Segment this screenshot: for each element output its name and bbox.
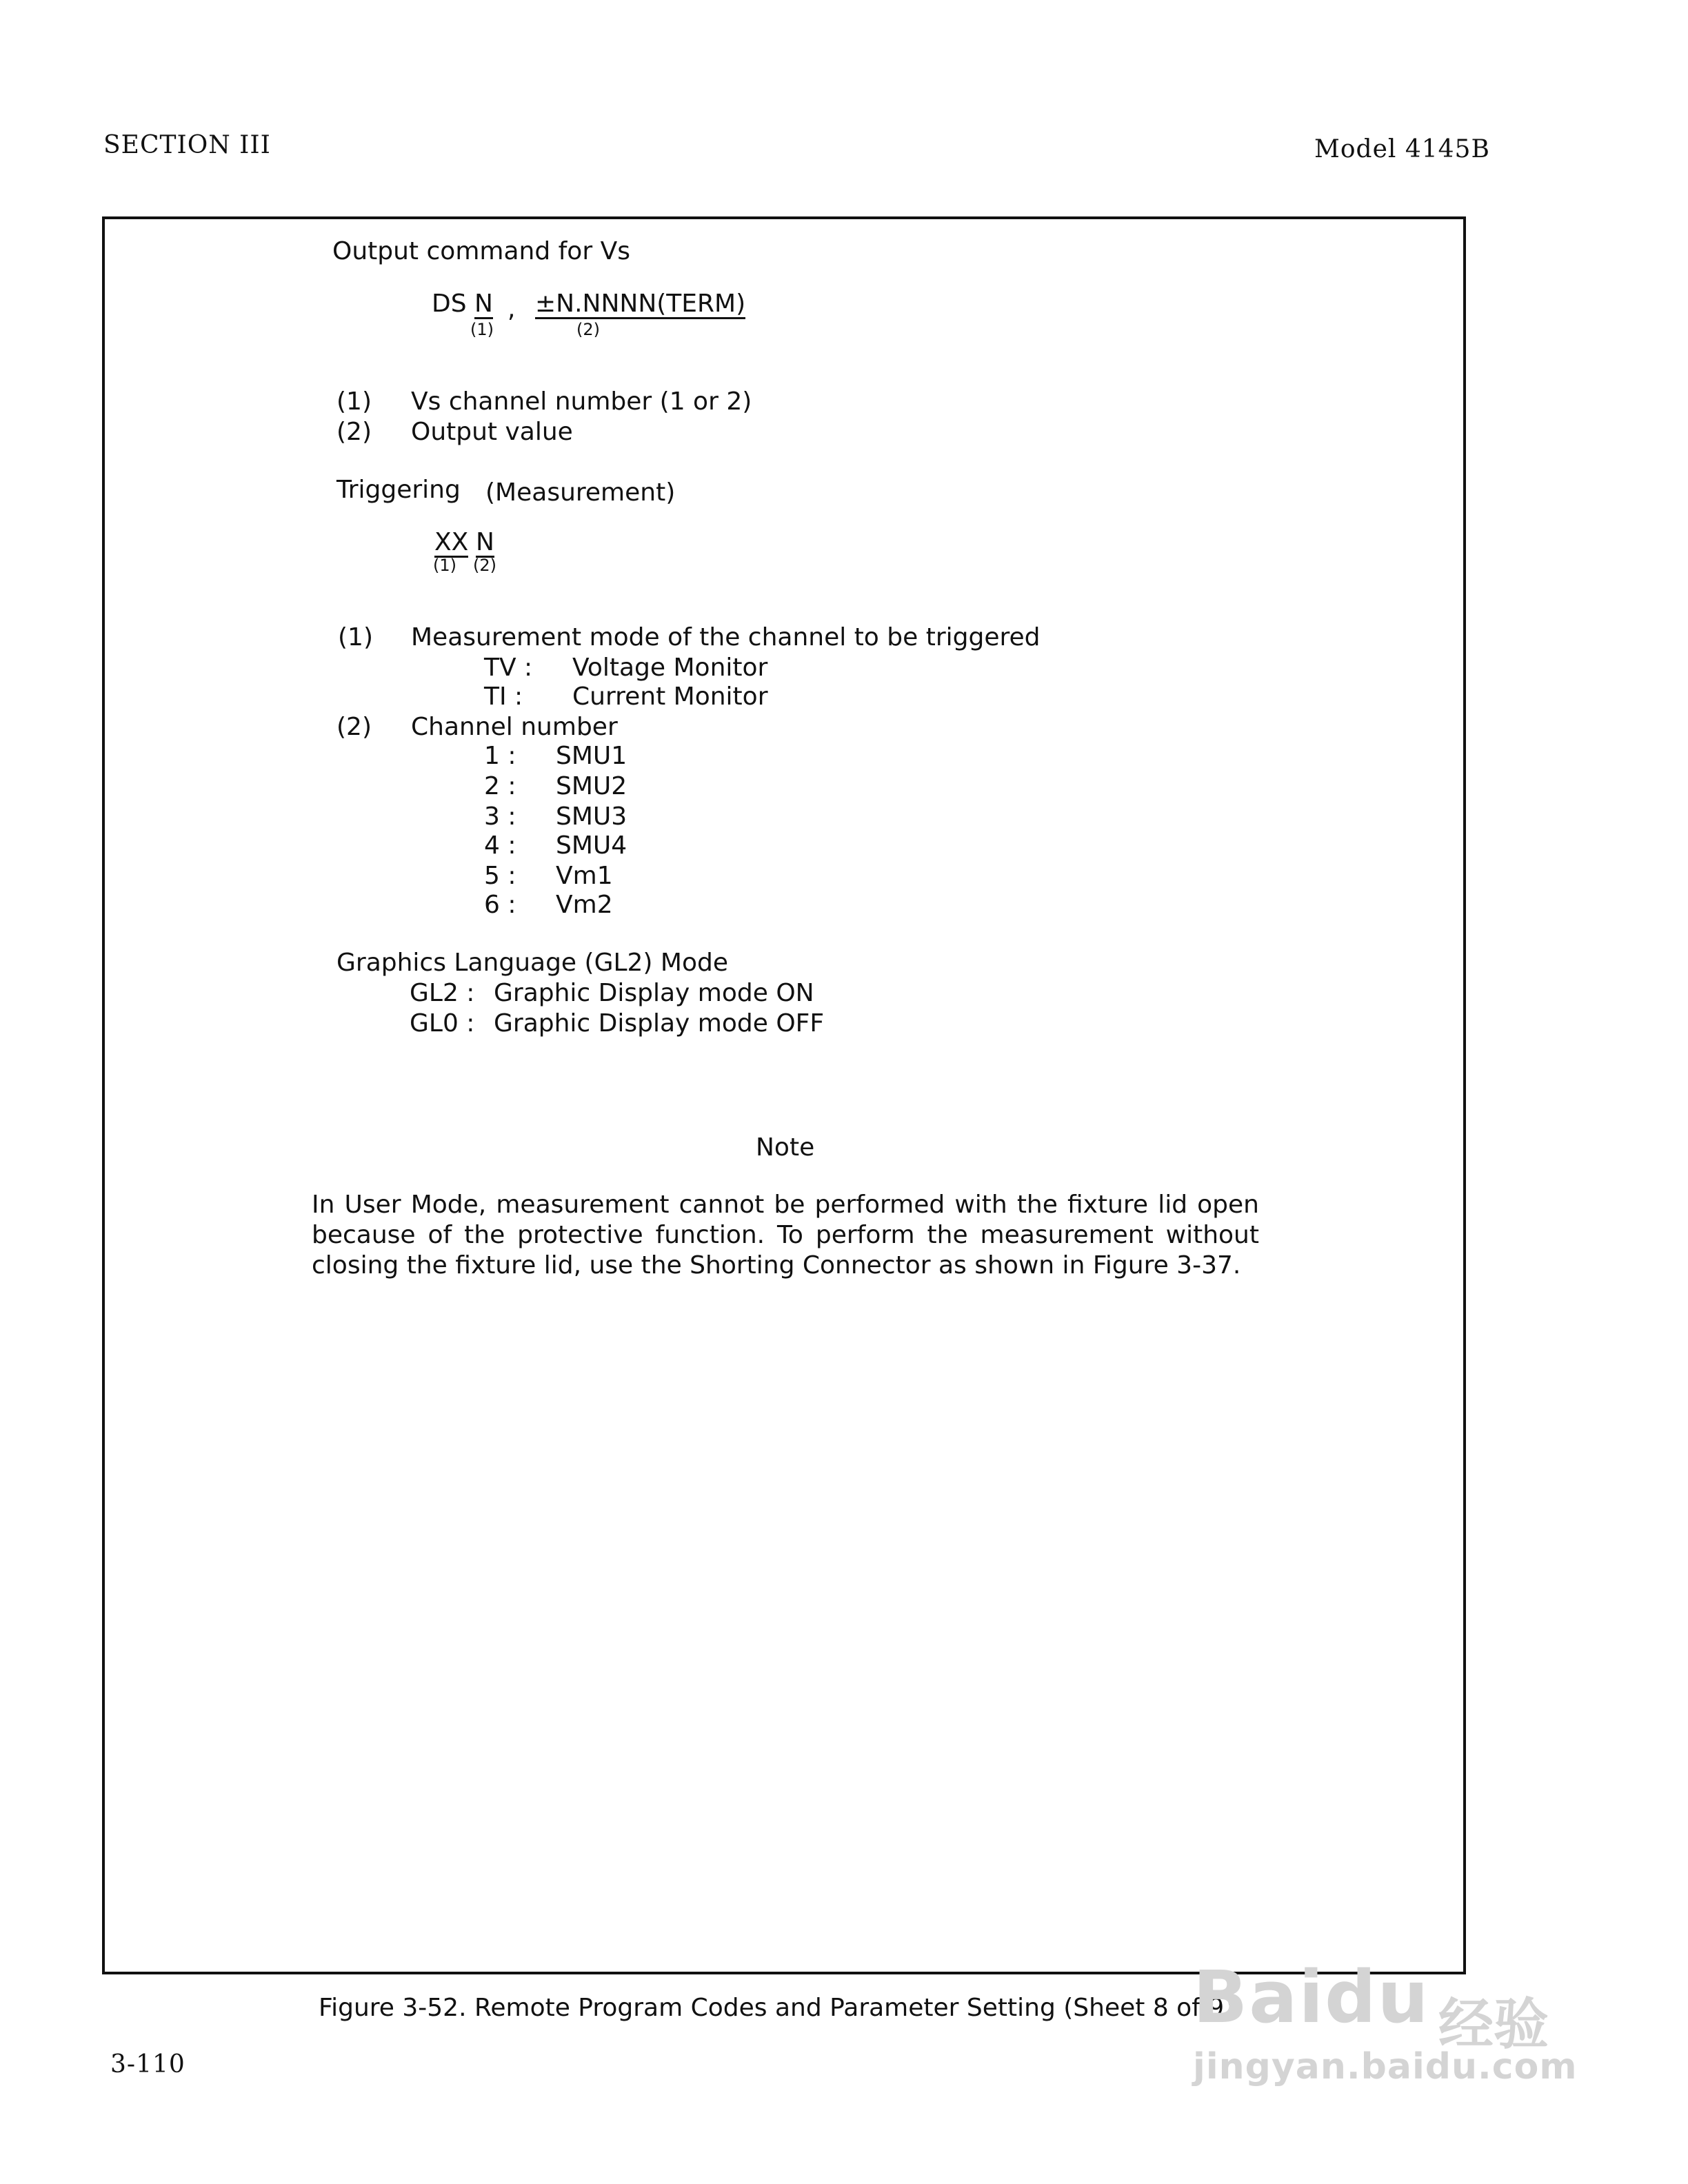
vs-item-2-num: (2) (336, 418, 372, 446)
vs-syntax-param2 (535, 290, 745, 319)
channel-3-desc: SMU3 (556, 802, 627, 831)
channel-3-code: 3 : (484, 802, 516, 831)
vs-item-1-num: (1) (336, 387, 372, 416)
model-label: Model 4145B (1314, 135, 1490, 163)
triggering-heading-paren: (Measurement) (485, 478, 676, 507)
watermark-url: jingyan.baidu.com (1193, 2046, 1578, 2087)
vs-param1-index: (1) (470, 320, 494, 339)
vs-syntax-param1 (474, 290, 493, 319)
gl2-desc: Graphic Display mode ON (494, 979, 814, 1007)
triggering-heading: Triggering (336, 476, 461, 504)
vs-syntax-prefix: DS (432, 290, 467, 318)
watermark-brand: Baidu (1193, 1955, 1430, 2039)
watermark-cn: 经验 (1438, 1992, 1549, 2056)
gl0-desc: Graphic Display mode OFF (494, 1009, 825, 1038)
gl0-code: GL0 : (410, 1009, 475, 1038)
channel-2-code: 2 : (484, 772, 516, 800)
trig-mode-tv-code: TV : (484, 654, 533, 682)
note-paragraph: In User Mode, measurement cannot be performed with the fixture lid open because of the protective function. To perform the measurement without closing the fixture lid, use the Shorting Connector as shown in Figure 3-37. (312, 1191, 1259, 1280)
trig-item-2-num: (2) (336, 713, 372, 741)
channel-1-desc: SMU1 (556, 742, 627, 770)
trig-mode-ti-code: TI : (484, 682, 523, 711)
section-label: SECTION III (103, 131, 271, 159)
channel-4-desc: SMU4 (556, 831, 627, 860)
channel-4-code: 4 : (484, 831, 516, 860)
vs-output-heading: Output command for Vs (332, 237, 630, 265)
vs-item-2-text: Output value (411, 418, 573, 446)
trig-param1-index: (1) (433, 556, 456, 575)
figure-caption: Figure 3-52. Remote Program Codes and Parameter Setting (Sheet 8 of 9) (319, 1994, 1234, 2022)
channel-5-code: 5 : (484, 862, 516, 890)
trig-param2-code: N (476, 528, 494, 556)
channel-2-desc: SMU2 (556, 772, 627, 800)
trig-item-1-num: (1) (338, 623, 373, 651)
channel-5-desc: Vm1 (556, 862, 613, 890)
channel-1-code: 1 : (484, 742, 516, 770)
note-title: Note (756, 1133, 815, 1162)
vs-param2-code: ±N.NNNN(TERM) (535, 290, 746, 318)
trig-item-1-text: Measurement mode of the channel to be triggered (411, 623, 1041, 651)
trig-item-2-text: Channel number (411, 713, 618, 741)
trig-syntax-param2 (476, 528, 494, 558)
channel-6-desc: Vm2 (556, 891, 613, 919)
gl2-code: GL2 : (410, 979, 475, 1007)
channel-6-code: 6 : (484, 891, 516, 919)
vs-item-1-text: Vs channel number (1 or 2) (411, 387, 752, 416)
trig-syntax-param1 (434, 528, 468, 558)
vs-syntax-separator: , (508, 295, 516, 323)
vs-param1-code: N (474, 290, 493, 318)
page-number: 3-110 (110, 2050, 185, 2079)
figure-frame (102, 216, 1466, 1974)
trig-mode-tv-desc: Voltage Monitor (572, 654, 768, 682)
vs-param2-index: (2) (576, 320, 600, 339)
trig-param1-code: XX (434, 528, 469, 556)
trig-param2-index: (2) (473, 556, 496, 575)
graphics-heading: Graphics Language (GL2) Mode (336, 949, 729, 977)
trig-mode-ti-desc: Current Monitor (572, 682, 768, 711)
